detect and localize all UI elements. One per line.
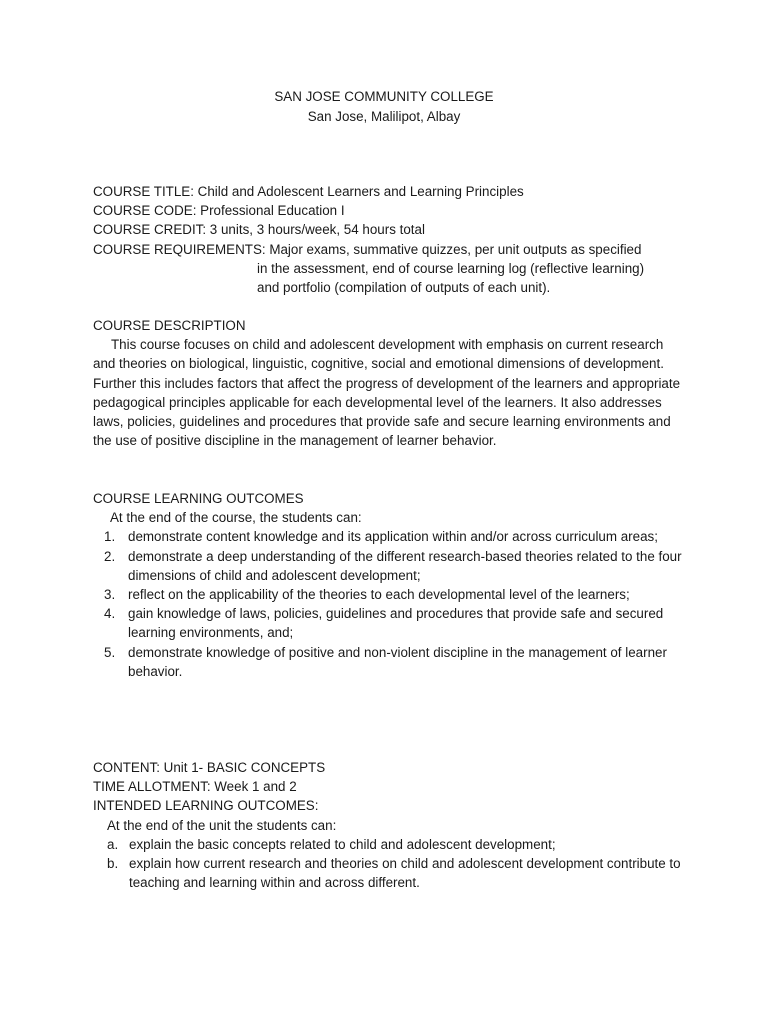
list-number: 1. — [104, 529, 116, 545]
list-number: 4. — [104, 606, 116, 622]
list-item — [93, 547, 683, 585]
list-item-text: demonstrate knowledge of positive and non-violent discipline in the management of learner behavior. — [128, 644, 667, 679]
course-code: COURSE CODE: Professional Education I — [93, 203, 345, 219]
course-credit: COURSE CREDIT: 3 units, 3 hours/week, 54 hours total — [93, 222, 425, 238]
school-name: SAN JOSE COMMUNITY COLLEGE — [274, 89, 494, 104]
list-item — [93, 835, 683, 854]
course-title: COURSE TITLE: Child and Adolescent Learners and Learning Principles — [93, 184, 524, 199]
list-item — [93, 643, 683, 681]
list-number: 3. — [104, 587, 116, 603]
course-description — [93, 316, 683, 450]
unit-outcomes-list — [93, 835, 683, 893]
description-heading: COURSE DESCRIPTION — [93, 318, 246, 333]
list-item-text: explain how current research and theories on child and adolescent development contribute to teaching and learning within and across different. — [129, 856, 681, 891]
list-item — [93, 527, 683, 546]
list-number: 5. — [104, 644, 116, 660]
course-learning-outcomes — [93, 489, 683, 681]
list-item-text: explain the basic concepts related to child and adolescent development; — [129, 836, 556, 852]
unit-content: CONTENT: Unit 1- BASIC CONCEPTS — [93, 760, 326, 775]
list-item — [93, 604, 683, 642]
description-text: This course focuses on child and adolescent development with emphasis on current research and theories on biological, linguistic, cognitive, social and emotional dimensions of development. Further this includes factors that affect the progress of development of the learners and appropriate pedagogical principles applicable for each developmental level of the learners. It also addresses laws, policies, guidelines and procedures that provide safe and secure learning environments and the use of positive discipline in the management of learner behavior. — [93, 337, 681, 449]
unit-time-allotment: TIME ALLOTMENT: Week 1 and 2 — [93, 779, 297, 795]
list-item — [93, 585, 683, 604]
list-item — [93, 854, 683, 892]
unit-section — [93, 758, 683, 892]
list-item-text: demonstrate content knowledge and its application within and/or across curriculum areas; — [128, 529, 658, 545]
list-letter: a. — [107, 836, 119, 852]
list-item-text: reflect on the applicability of the theories to each developmental level of the learners; — [128, 587, 630, 603]
unit-ilo-heading: INTENDED LEARNING OUTCOMES: — [93, 798, 319, 814]
list-item-text: demonstrate a deep understanding of the different research-based theories related to the four dimensions of child and adolescent development; — [128, 548, 682, 583]
outcomes-heading: COURSE LEARNING OUTCOMES — [93, 491, 304, 506]
course-requirements-cont-2: and portfolio (compilation of outputs of each unit). — [257, 280, 551, 296]
course-requirements-cont-1: in the assessment, end of course learning log (reflective learning) — [257, 260, 645, 276]
school-address: San Jose, Malilipot, Albay — [307, 109, 461, 124]
list-item-text: gain knowledge of laws, policies, guidelines and procedures that provide safe and secured learning environments, and; — [128, 606, 664, 641]
list-letter: b. — [107, 856, 119, 872]
course-info — [93, 182, 683, 297]
unit-intro: At the end of the unit the students can: — [107, 817, 337, 833]
document-header — [0, 87, 768, 127]
outcomes-list — [93, 527, 683, 681]
outcomes-intro: At the end of the course, the students can: — [110, 510, 362, 526]
list-number: 2. — [104, 548, 116, 564]
course-requirements: COURSE REQUIREMENTS: Major exams, summative quizzes, per unit outputs as specified — [93, 241, 642, 257]
